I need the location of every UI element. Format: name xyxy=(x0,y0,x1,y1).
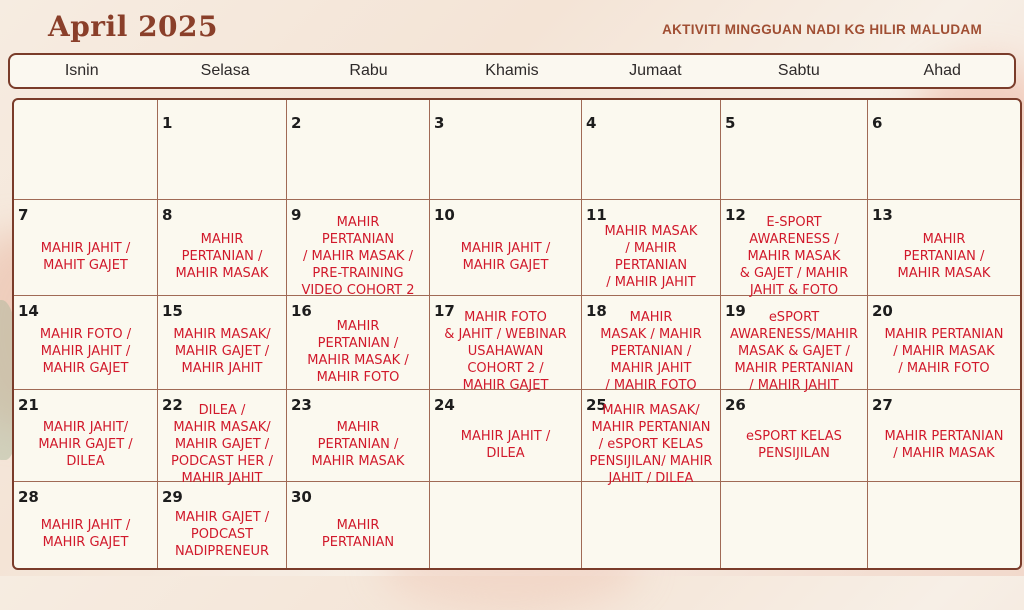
day-activity: MAHIR JAHIT / MAHIR GAJET xyxy=(460,240,551,273)
day-activity: MAHIR MASAK/ MAHIR GAJET / MAHIR JAHIT xyxy=(173,327,271,376)
day-number: 13 xyxy=(872,206,893,224)
day-number: 27 xyxy=(872,396,893,414)
calendar-day-cell xyxy=(868,482,1020,568)
day-number: 3 xyxy=(434,114,445,132)
weekday-label: Rabu xyxy=(349,62,388,79)
calendar-day-cell xyxy=(14,482,158,568)
day-activity: MAHIR MASAK / MAHIR PERTANIAN / MAHIR JAHIT / MAHIR FOTO xyxy=(600,310,702,393)
day-number: 8 xyxy=(162,206,173,224)
day-number: 24 xyxy=(434,396,455,414)
calendar-day-cell xyxy=(287,200,430,296)
day-number: 22 xyxy=(162,396,183,414)
day-activity: MAHIR MASAK/ MAHIR PERTANIAN / eSPORT KELAS PENSIJILAN/ MAHIR JAHIT / DILEA xyxy=(589,403,713,486)
day-activity: eSPORT KELAS PENSIJILAN xyxy=(746,428,842,461)
calendar-day-cell xyxy=(14,100,158,200)
day-number: 20 xyxy=(872,302,893,320)
weekday-label: Sabtu xyxy=(777,62,820,79)
calendar-day-cell xyxy=(14,390,158,482)
calendar-day-cell xyxy=(430,296,582,393)
day-number: 21 xyxy=(18,396,39,414)
calendar-grid xyxy=(12,98,1022,570)
day-number: 26 xyxy=(725,396,746,414)
day-number: 25 xyxy=(586,396,607,414)
calendar-day-cell xyxy=(430,390,582,482)
day-activity: MAHIR JAHIT/ MAHIR GAJET / DILEA xyxy=(38,420,133,469)
calendar-day-cell xyxy=(582,390,721,486)
day-number: 1 xyxy=(162,114,173,132)
calendar-day-cell xyxy=(14,296,158,390)
calendar-day-cell xyxy=(158,200,287,296)
day-activity xyxy=(582,122,720,195)
day-activity xyxy=(868,122,1020,195)
day-activity xyxy=(721,122,867,195)
calendar-day-cell xyxy=(868,296,1020,390)
day-activity: MAHIR FOTO / MAHIR JAHIT / MAHIR GAJET xyxy=(39,327,132,376)
calendar-day-cell xyxy=(287,296,430,390)
day-number: 5 xyxy=(725,114,736,132)
calendar-day-cell xyxy=(287,390,430,482)
day-activity xyxy=(14,122,157,195)
day-activity: MAHIR JAHIT / MAHIR GAJET xyxy=(40,518,131,550)
day-number: 9 xyxy=(291,206,302,224)
calendar-day-cell xyxy=(868,100,1020,200)
weekday-label: Ahad xyxy=(923,62,961,79)
day-activity xyxy=(430,122,581,195)
day-activity: MAHIR JAHIT / MAHIT GAJET xyxy=(40,240,131,273)
calendar-day-cell xyxy=(430,100,582,200)
day-activity xyxy=(430,504,581,564)
day-activity xyxy=(158,122,286,195)
calendar-day-cell xyxy=(721,482,868,568)
calendar-subtitle: AKTIVITI MINGGUAN NADI KG HILIR MALUDAM xyxy=(662,22,982,37)
day-activity: eSPORT AWARENESS/MAHIR MASAK & GAJET / MAHIR PERTANIAN / MAHIR JAHIT xyxy=(729,310,859,393)
calendar-day-cell xyxy=(287,100,430,200)
calendar-day-cell xyxy=(287,482,430,568)
day-number: 15 xyxy=(162,302,183,320)
calendar-day-cell xyxy=(158,482,287,568)
day-number: 30 xyxy=(291,488,312,506)
calendar-day-cell xyxy=(721,390,868,482)
weekday-header xyxy=(8,53,1016,89)
day-activity xyxy=(287,122,429,195)
day-activity: MAHIR PERTANIAN / MAHIR MASAK / PRE-TRAINING VIDEO COHORT 2 xyxy=(301,215,415,298)
calendar-title: April 2025 xyxy=(48,10,219,43)
weekday-label: Jumaat xyxy=(629,62,682,79)
calendar-day-cell xyxy=(721,100,868,200)
day-number: 18 xyxy=(586,302,607,320)
day-activity xyxy=(721,504,867,564)
calendar-day-cell xyxy=(158,390,287,486)
calendar-day-cell xyxy=(868,390,1020,482)
day-activity: MAHIR PERTANIAN / MAHIR MASAK xyxy=(311,420,405,469)
calendar-day-cell xyxy=(430,482,582,568)
calendar-day-cell xyxy=(721,296,868,393)
day-activity: MAHIR FOTO & JAHIT / WEBINAR USAHAWAN COHORT 2 / MAHIR GAJET xyxy=(444,310,567,393)
day-number: 28 xyxy=(18,488,39,506)
weekday-label: Selasa xyxy=(200,62,250,79)
day-activity: DILEA / MAHIR MASAK/ MAHIR GAJET / PODCAST HER / MAHIR JAHIT xyxy=(171,403,273,486)
calendar-day-cell xyxy=(721,200,868,296)
day-activity: MAHIR PERTANIAN / MAHIR MASAK xyxy=(897,232,991,281)
day-activity: MAHIR PERTANIAN / MAHIR MASAK xyxy=(884,428,1004,461)
day-activity: E-SPORT AWARENESS / MAHIR MASAK & GAJET / MAHIR JAHIT & FOTO xyxy=(739,215,849,298)
day-number: 29 xyxy=(162,488,183,506)
day-number: 12 xyxy=(725,206,746,224)
calendar-day-cell xyxy=(14,200,158,296)
calendar-day-cell xyxy=(582,200,721,296)
calendar-day-cell xyxy=(582,482,721,568)
calendar-day-cell xyxy=(158,100,287,200)
day-activity: MAHIR PERTANIAN / MAHIR MASAK xyxy=(175,232,269,281)
day-number: 19 xyxy=(725,302,746,320)
calendar-day-cell xyxy=(430,200,582,296)
calendar-day-cell xyxy=(582,296,721,393)
day-activity: MAHIR JAHIT / DILEA xyxy=(460,428,551,461)
day-number: 11 xyxy=(586,206,607,224)
calendar-day-cell xyxy=(868,200,1020,296)
day-activity: MAHIR PERTANIAN xyxy=(321,518,395,550)
day-number: 6 xyxy=(872,114,883,132)
day-activity: MAHIR PERTANIAN / MAHIR MASAK / MAHIR FOTO xyxy=(884,327,1004,376)
weekday-label: Isnin xyxy=(64,62,99,79)
day-activity: MAHIR MASAK / MAHIR PERTANIAN / MAHIR JAHIT xyxy=(604,223,698,290)
day-activity: MAHIR PERTANIAN / MAHIR MASAK / MAHIR FOTO xyxy=(307,318,409,385)
day-number: 4 xyxy=(586,114,597,132)
calendar-day-cell xyxy=(582,100,721,200)
weekday-label: Khamis xyxy=(485,62,539,79)
day-number: 7 xyxy=(18,206,29,224)
calendar-day-cell xyxy=(158,296,287,390)
day-number: 17 xyxy=(434,302,455,320)
day-activity xyxy=(582,504,720,564)
day-number: 10 xyxy=(434,206,455,224)
day-number: 2 xyxy=(291,114,302,132)
day-activity xyxy=(868,504,1020,564)
day-number: 23 xyxy=(291,396,312,414)
day-number: 16 xyxy=(291,302,312,320)
day-number: 14 xyxy=(18,302,39,320)
day-activity: MAHIR GAJET / PODCAST NADIPRENEUR xyxy=(174,509,270,559)
